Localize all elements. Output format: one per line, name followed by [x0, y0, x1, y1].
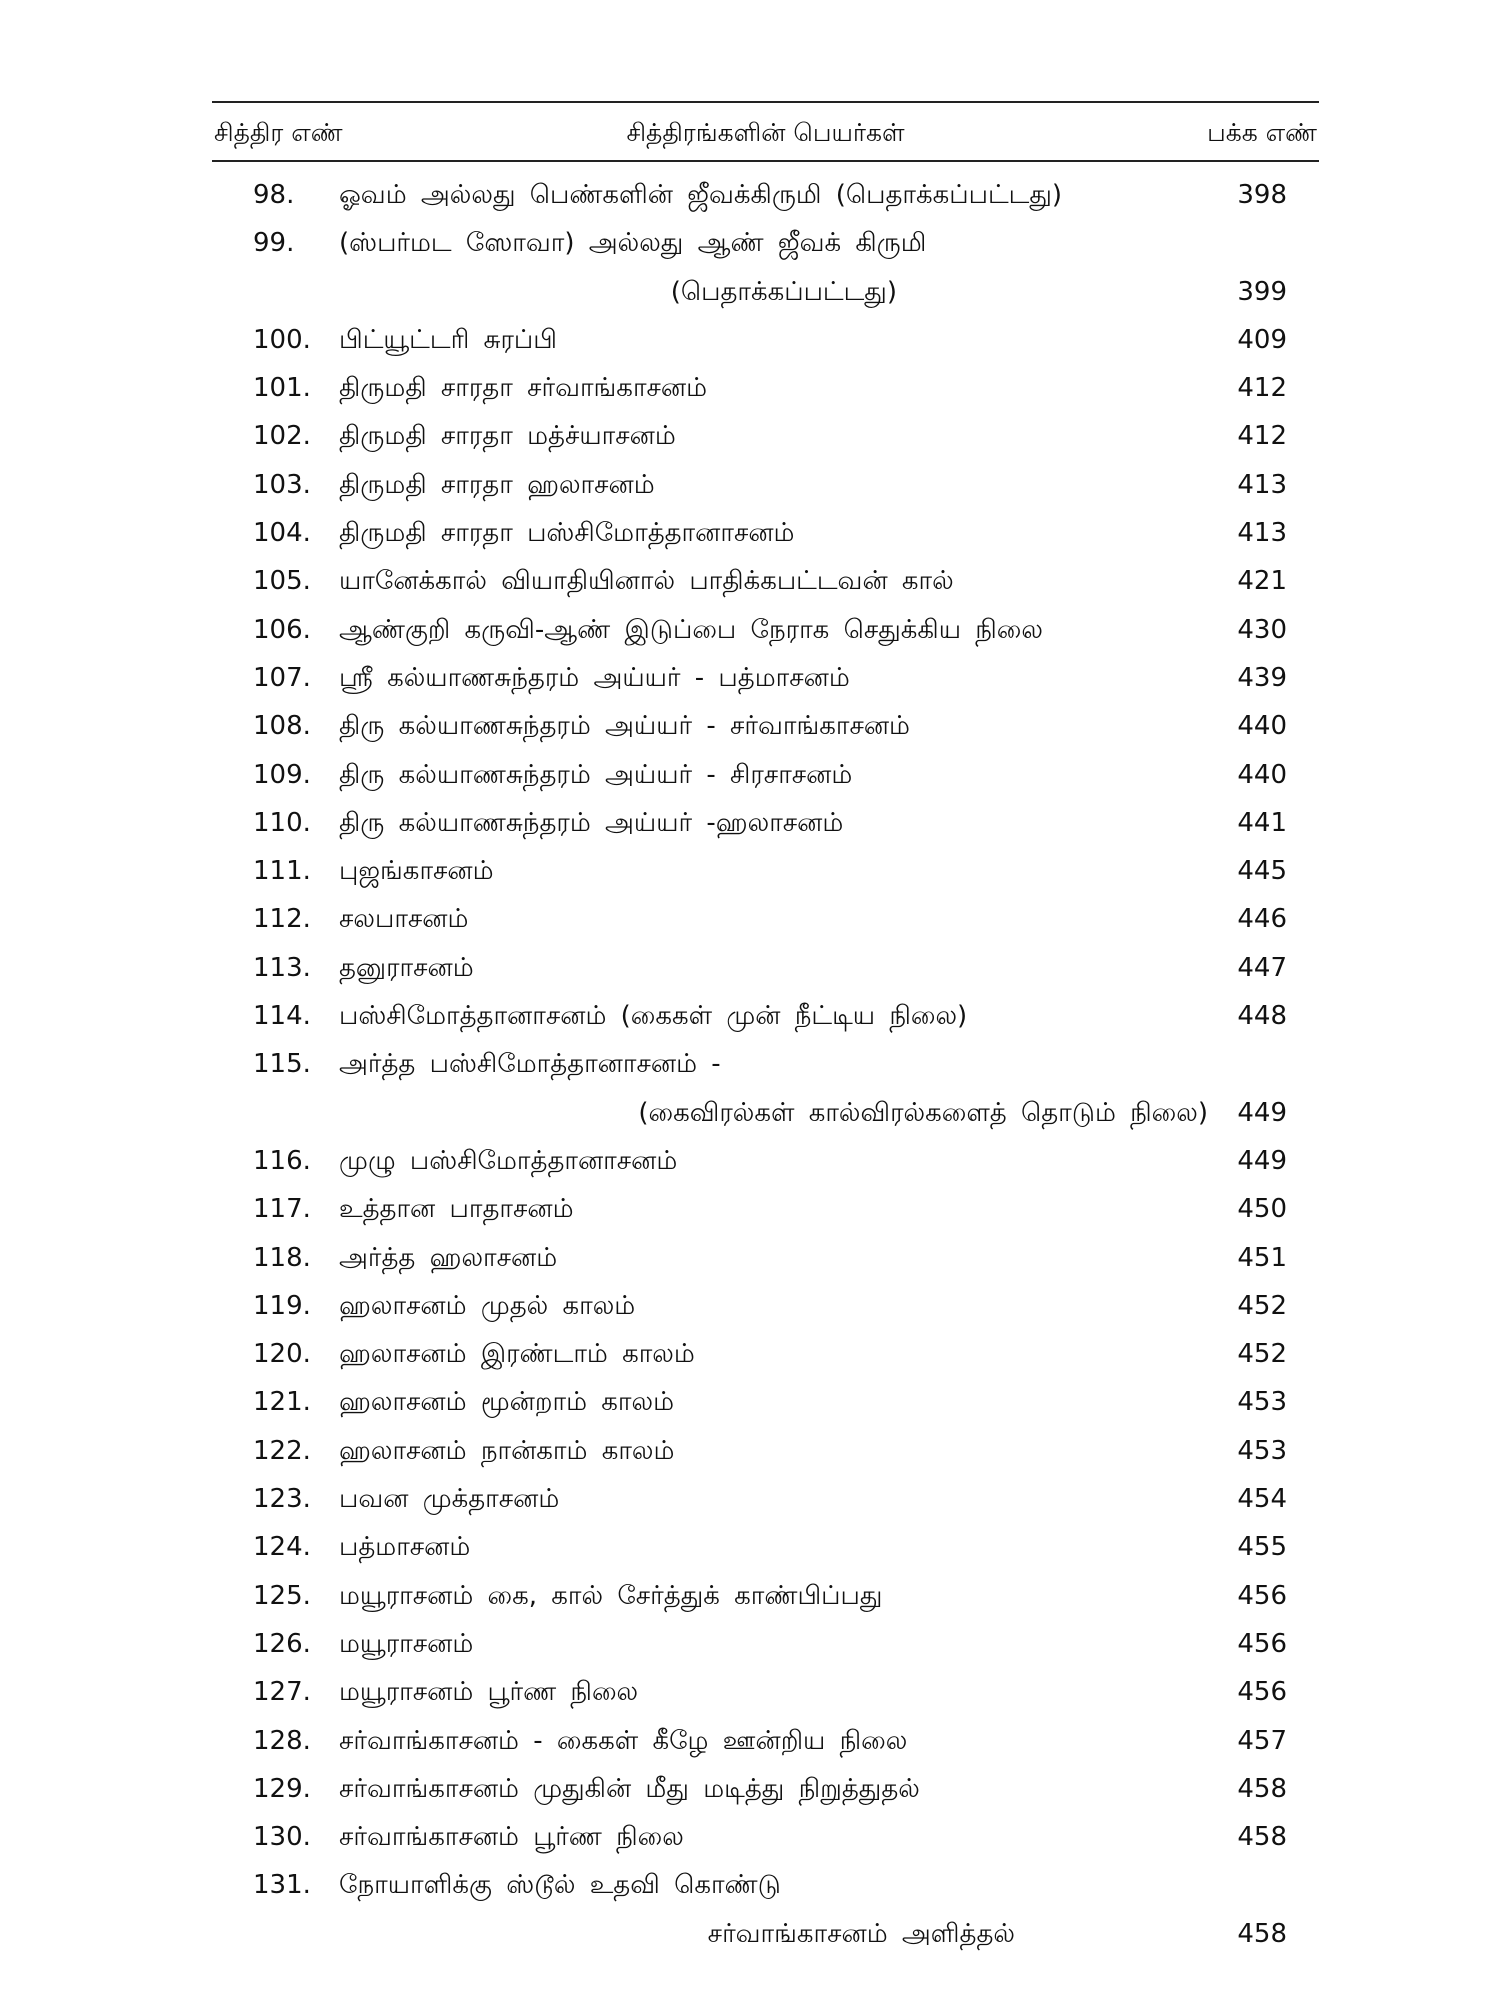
figure-title: ஹலாசனம் முதல் காலம்	[339, 1290, 636, 1321]
list-item	[0, 412, 1500, 460]
figure-title: பிட்யூட்டரி சுரப்பி	[339, 324, 557, 355]
figure-title: தனுராசனம்	[339, 952, 474, 983]
list-item	[0, 1427, 1500, 1475]
figure-title: அர்த்த ஹலாசனம்	[339, 1242, 558, 1273]
page-number: 413	[1237, 469, 1287, 500]
figure-number: 118.	[253, 1242, 311, 1273]
page-number: 440	[1237, 711, 1287, 742]
page-number: 454	[1237, 1484, 1287, 1515]
figure-title: ஓவம் அல்லது பெண்களின் ஜீவக்கிருமி (பெதாக்கப்பட்டது)	[339, 180, 1063, 210]
figure-title: அர்த்த பஸ்சிமோத்தானாசனம் -	[339, 1049, 721, 1080]
figure-title: (கைவிரல்கள் கால்விரல்களைத் தொடும் நிலை)	[638, 1097, 1208, 1128]
figure-title: திருமதி சாரதா ஹலாசனம்	[339, 469, 655, 500]
page-number: 451	[1237, 1242, 1287, 1273]
list-item	[0, 944, 1500, 992]
list-item	[0, 1330, 1500, 1378]
page-number: 439	[1237, 662, 1287, 693]
page-number: 458	[1237, 1918, 1287, 1949]
page-number: 409	[1237, 324, 1287, 355]
figure-number: 100.	[253, 324, 311, 355]
figure-title: திருமதி சாரதா மத்ச்யாசனம்	[339, 421, 676, 452]
figure-number: 120.	[253, 1339, 311, 1370]
list-item	[0, 895, 1500, 943]
figure-title: பத்மாசனம்	[339, 1532, 471, 1563]
header-figure-names: சித்திரங்களின் பெயர்கள்	[626, 118, 905, 147]
page-number: 450	[1237, 1194, 1287, 1225]
figure-title: பஸ்சிமோத்தானாசனம் (கைகள் முன் நீட்டிய நிலை)	[339, 1001, 968, 1032]
list-item	[0, 461, 1500, 509]
page-number: 456	[1237, 1628, 1287, 1659]
list-item	[0, 219, 1500, 267]
figure-number: 102.	[253, 421, 311, 452]
page-number: 452	[1237, 1290, 1287, 1321]
figure-number: 98.	[253, 180, 295, 210]
page-number: 421	[1237, 566, 1287, 597]
figure-title: மயூராசனம் கை, கால் சேர்த்துக் காண்பிப்பது	[339, 1580, 883, 1611]
list-item	[0, 1378, 1500, 1426]
figure-number: 129.	[253, 1773, 311, 1804]
list-item	[0, 1040, 1500, 1088]
figure-title: (ஸ்பர்மட ஸோவா) அல்லது ஆண் ஜீவக் கிருமி	[339, 228, 927, 259]
list-item-continuation	[0, 268, 1500, 316]
page-number: 456	[1237, 1677, 1287, 1708]
figure-number: 103.	[253, 469, 311, 500]
page-number: 398	[1237, 180, 1287, 210]
list-item	[0, 1765, 1500, 1813]
page-number: 412	[1237, 421, 1287, 452]
figure-number: 107.	[253, 662, 311, 693]
page-number: 412	[1237, 373, 1287, 404]
figure-number: 105.	[253, 566, 311, 597]
list-item-continuation	[0, 1910, 1500, 1958]
figure-title: (பெதாக்கப்பட்டது)	[670, 276, 897, 307]
list-item	[0, 606, 1500, 654]
figure-title: மயூராசனம்	[339, 1628, 474, 1659]
list-item	[0, 1620, 1500, 1668]
page-number: 445	[1237, 856, 1287, 887]
figure-title: சர்வாங்காசனம் பூர்ண நிலை	[339, 1822, 684, 1853]
figure-number: 121.	[253, 1387, 311, 1418]
figure-number: 126.	[253, 1628, 311, 1659]
figure-title: திருமதி சாரதா சர்வாங்காசனம்	[339, 373, 708, 404]
figure-title: உத்தான பாதாசனம்	[339, 1194, 574, 1225]
figure-title: திரு கல்யாணசுந்தரம் அய்யர் - சர்வாங்காசனம்	[339, 711, 910, 742]
list-item	[0, 1475, 1500, 1523]
header-figure-number: சித்திர எண்	[214, 118, 343, 147]
list-item	[0, 847, 1500, 895]
figure-title: முழு பஸ்சிமோத்தானாசனம்	[339, 1145, 678, 1176]
list-item	[0, 1668, 1500, 1716]
figure-number: 109.	[253, 759, 311, 790]
list-item	[0, 654, 1500, 702]
figure-title: சர்வாங்காசனம் - கைகள் கீழே ஊன்றிய நிலை	[339, 1725, 908, 1756]
header-bottom-rule	[212, 160, 1319, 162]
figure-number: 115.	[253, 1049, 311, 1080]
figure-title: சர்வாங்காசனம் முதுகின் மீது மடித்து நிறுத்துதல்	[339, 1773, 920, 1804]
figure-number: 131.	[253, 1870, 311, 1901]
figure-number: 99.	[253, 228, 295, 259]
figure-number: 122.	[253, 1435, 311, 1466]
figure-title: நோயாளிக்கு ஸ்டூல் உதவி கொண்டு	[339, 1870, 781, 1901]
page-number: 449	[1237, 1097, 1287, 1128]
figure-number: 104.	[253, 518, 311, 549]
page-number: 453	[1237, 1435, 1287, 1466]
page-number: 446	[1237, 904, 1287, 935]
page-number: 452	[1237, 1339, 1287, 1370]
figure-number: 110.	[253, 807, 311, 838]
page-number: 430	[1237, 614, 1287, 645]
figure-number: 112.	[253, 904, 311, 935]
list-item	[0, 557, 1500, 605]
list-item	[0, 799, 1500, 847]
figure-title: சர்வாங்காசனம் அளித்தல்	[707, 1918, 1015, 1949]
page-number: 457	[1237, 1725, 1287, 1756]
figure-number: 108.	[253, 711, 311, 742]
list-item	[0, 171, 1500, 219]
figure-number: 106.	[253, 614, 311, 645]
table-header	[212, 112, 1319, 154]
figure-number: 114.	[253, 1001, 311, 1032]
figure-number: 116.	[253, 1145, 311, 1176]
page-number: 449	[1237, 1145, 1287, 1176]
figure-number: 127.	[253, 1677, 311, 1708]
list-item	[0, 1282, 1500, 1330]
page-number: 447	[1237, 952, 1287, 983]
figure-list	[0, 171, 1500, 1958]
page-number: 440	[1237, 759, 1287, 790]
figure-title: சலபாசனம்	[339, 904, 469, 935]
figure-title: ஆண்குறி கருவி-ஆண் இடுப்பை நேராக செதுக்கிய நிலை	[339, 614, 1043, 645]
list-item	[0, 1572, 1500, 1620]
header-page-number: பக்க எண்	[1207, 118, 1317, 147]
figure-title: ஹலாசனம் நான்காம் காலம்	[339, 1435, 675, 1466]
page-number: 453	[1237, 1387, 1287, 1418]
page-number: 448	[1237, 1001, 1287, 1032]
page-number: 458	[1237, 1822, 1287, 1853]
list-item	[0, 1234, 1500, 1282]
figure-title: ஹலாசனம் மூன்றாம் காலம்	[339, 1387, 675, 1418]
figure-number: 113.	[253, 952, 311, 983]
list-item	[0, 992, 1500, 1040]
list-item	[0, 1185, 1500, 1233]
list-item	[0, 1861, 1500, 1909]
figure-title: திருமதி சாரதா பஸ்சிமோத்தானாசனம்	[339, 518, 795, 549]
figure-number: 117.	[253, 1194, 311, 1225]
figure-title: திரு கல்யாணசுந்தரம் அய்யர் - சிரசாசனம்	[339, 759, 853, 790]
figure-title: ஹலாசனம் இரண்டாம் காலம்	[339, 1339, 695, 1370]
list-item	[0, 1717, 1500, 1765]
list-item	[0, 751, 1500, 799]
figure-number: 123.	[253, 1484, 311, 1515]
page-number: 413	[1237, 518, 1287, 549]
page-number: 456	[1237, 1580, 1287, 1611]
figure-number: 125.	[253, 1580, 311, 1611]
figure-number: 124.	[253, 1532, 311, 1563]
list-item-continuation	[0, 1089, 1500, 1137]
list-item	[0, 509, 1500, 557]
header-top-rule	[212, 101, 1319, 103]
list-item	[0, 1813, 1500, 1861]
list-item	[0, 1523, 1500, 1571]
figure-title: பவன முக்தாசனம்	[339, 1484, 560, 1515]
list-item	[0, 1137, 1500, 1185]
figure-number: 130.	[253, 1822, 311, 1853]
figure-title: யானேக்கால் வியாதியினால் பாதிக்கபட்டவன் கால்	[339, 566, 954, 597]
list-item	[0, 702, 1500, 750]
page-number: 399	[1237, 276, 1287, 307]
page-number: 458	[1237, 1773, 1287, 1804]
figure-number: 128.	[253, 1725, 311, 1756]
figure-title: ஸ்ரீ கல்யாணசுந்தரம் அய்யர் - பத்மாசனம்	[339, 662, 850, 693]
page-number: 441	[1237, 807, 1287, 838]
figure-number: 119.	[253, 1290, 311, 1321]
page-number: 455	[1237, 1532, 1287, 1563]
figure-number: 101.	[253, 373, 311, 404]
figure-title: புஜங்காசனம்	[339, 856, 494, 887]
list-item	[0, 364, 1500, 412]
list-item	[0, 316, 1500, 364]
figure-title: திரு கல்யாணசுந்தரம் அய்யர் -ஹலாசனம்	[339, 807, 844, 838]
figure-number: 111.	[253, 856, 311, 887]
figure-title: மயூராசனம் பூர்ண நிலை	[339, 1677, 639, 1708]
